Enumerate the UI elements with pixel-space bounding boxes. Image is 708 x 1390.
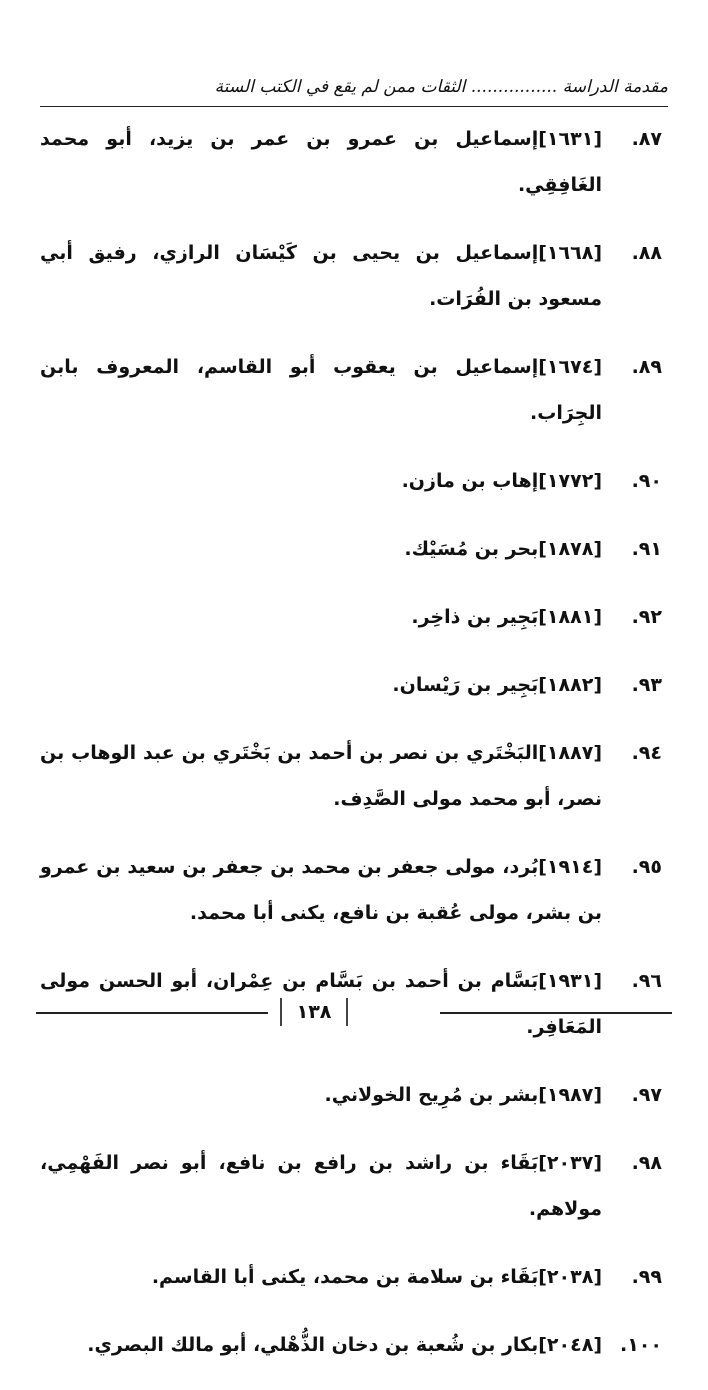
entry-text: [٢٠٣٧]بَقَاء بن راشد بن رافع بن نافع، أبو نصر الفَهْمِي، مولاهم. [40,1152,602,1220]
page-number: ١٣٨ [280,998,348,1026]
list-item [40,458,662,504]
list-item [40,344,662,436]
entry-text: [١٨٨٢]بَجِير بن رَيْسان. [392,674,602,696]
list-item [40,1140,662,1232]
running-header-section: مقدمة الدراسة [562,77,668,97]
entry-text: [٢٠٤٨]بكار بن شُعبة بن دخان الذُّهْلي، أبو مالك البصري. [87,1334,602,1356]
list-item [40,116,662,208]
entry-text: [١٩٣١]بَسَّام بن أحمد بن بَسَّام بن عِمْران، أبو الحسن مولى المَعَافِر. [40,970,602,1038]
entry-text: [١٧٧٢]إهاب بن مازن. [401,470,602,492]
entry-text: [١٦٧٤]إسماعيل بن يعقوب أبو القاسم، المعروف بابن الجِرَاب. [40,356,602,424]
entry-number: .٩٦ [631,970,662,992]
entry-number: .٩٥ [631,856,662,878]
entry-number: .٩٢ [631,606,662,628]
entry-number: .١٠٠ [619,1334,662,1356]
footer-divider-left [36,1012,268,1014]
entry-text: [٢٠٣٨]بَقَاء بن سلامة بن محمد، يكنى أبا القاسم. [151,1266,602,1288]
entry-number: .٩٠ [631,470,662,492]
list-item [40,526,662,572]
entry-number: .٩١ [631,538,662,560]
entry-number: .٩٨ [631,1152,662,1174]
list-item [40,1254,662,1300]
running-header-title: الثقات ممن لم يقع في الكتب الستة [214,77,466,97]
entry-number: .٩٤ [631,742,662,764]
entry-text: [١٨٧٨]بحر بن مُسَيْك. [404,538,602,560]
entry-number: .٩٧ [631,1084,662,1106]
entry-number: .٨٧ [631,128,662,150]
list-item [40,844,662,936]
list-item [40,1072,662,1118]
running-header [40,72,668,107]
entry-number: .٨٩ [631,356,662,378]
list-item [40,730,662,822]
entry-number: .٩٣ [631,674,662,696]
list-item [40,662,662,708]
entry-list [40,116,662,1390]
entry-text: [١٨٨٧]البَخْتَري بن نصر بن أحمد بن بَخْتَري بن عبد الوهاب بن نصر، أبو محمد مولى الصَّدِف. [40,742,602,810]
entry-text: [١٦٣١]إسماعيل بن عمرو بن عمر بن يزيد، أبو محمد الغَافِقِي. [40,128,602,196]
list-item [40,1322,662,1368]
list-item [40,230,662,322]
entry-text: [١٨٨١]بَجِير بن ذاخِر. [411,606,602,628]
entry-text: [١٩٨٧]بشر بن مُرِيح الخولاني. [324,1084,602,1106]
page-footer [36,996,672,1030]
footer-divider-right [440,1012,672,1014]
entry-text: [١٩١٤]بُرد، مولى جعفر بن محمد بن جعفر بن سعيد بن عمرو بن بشر، مولى عُقبة بن نافع، يكنى أبا محمد. [40,856,602,924]
entry-number: .٨٨ [631,242,662,264]
list-item [40,594,662,640]
running-header-dots: ................ [470,77,558,97]
entry-number: .٩٩ [631,1266,662,1288]
entry-text: [١٦٦٨]إسماعيل بن يحيى بن كَيْسَان الرازي، رفيق أبي مسعود بن الفُرَات. [40,242,602,310]
